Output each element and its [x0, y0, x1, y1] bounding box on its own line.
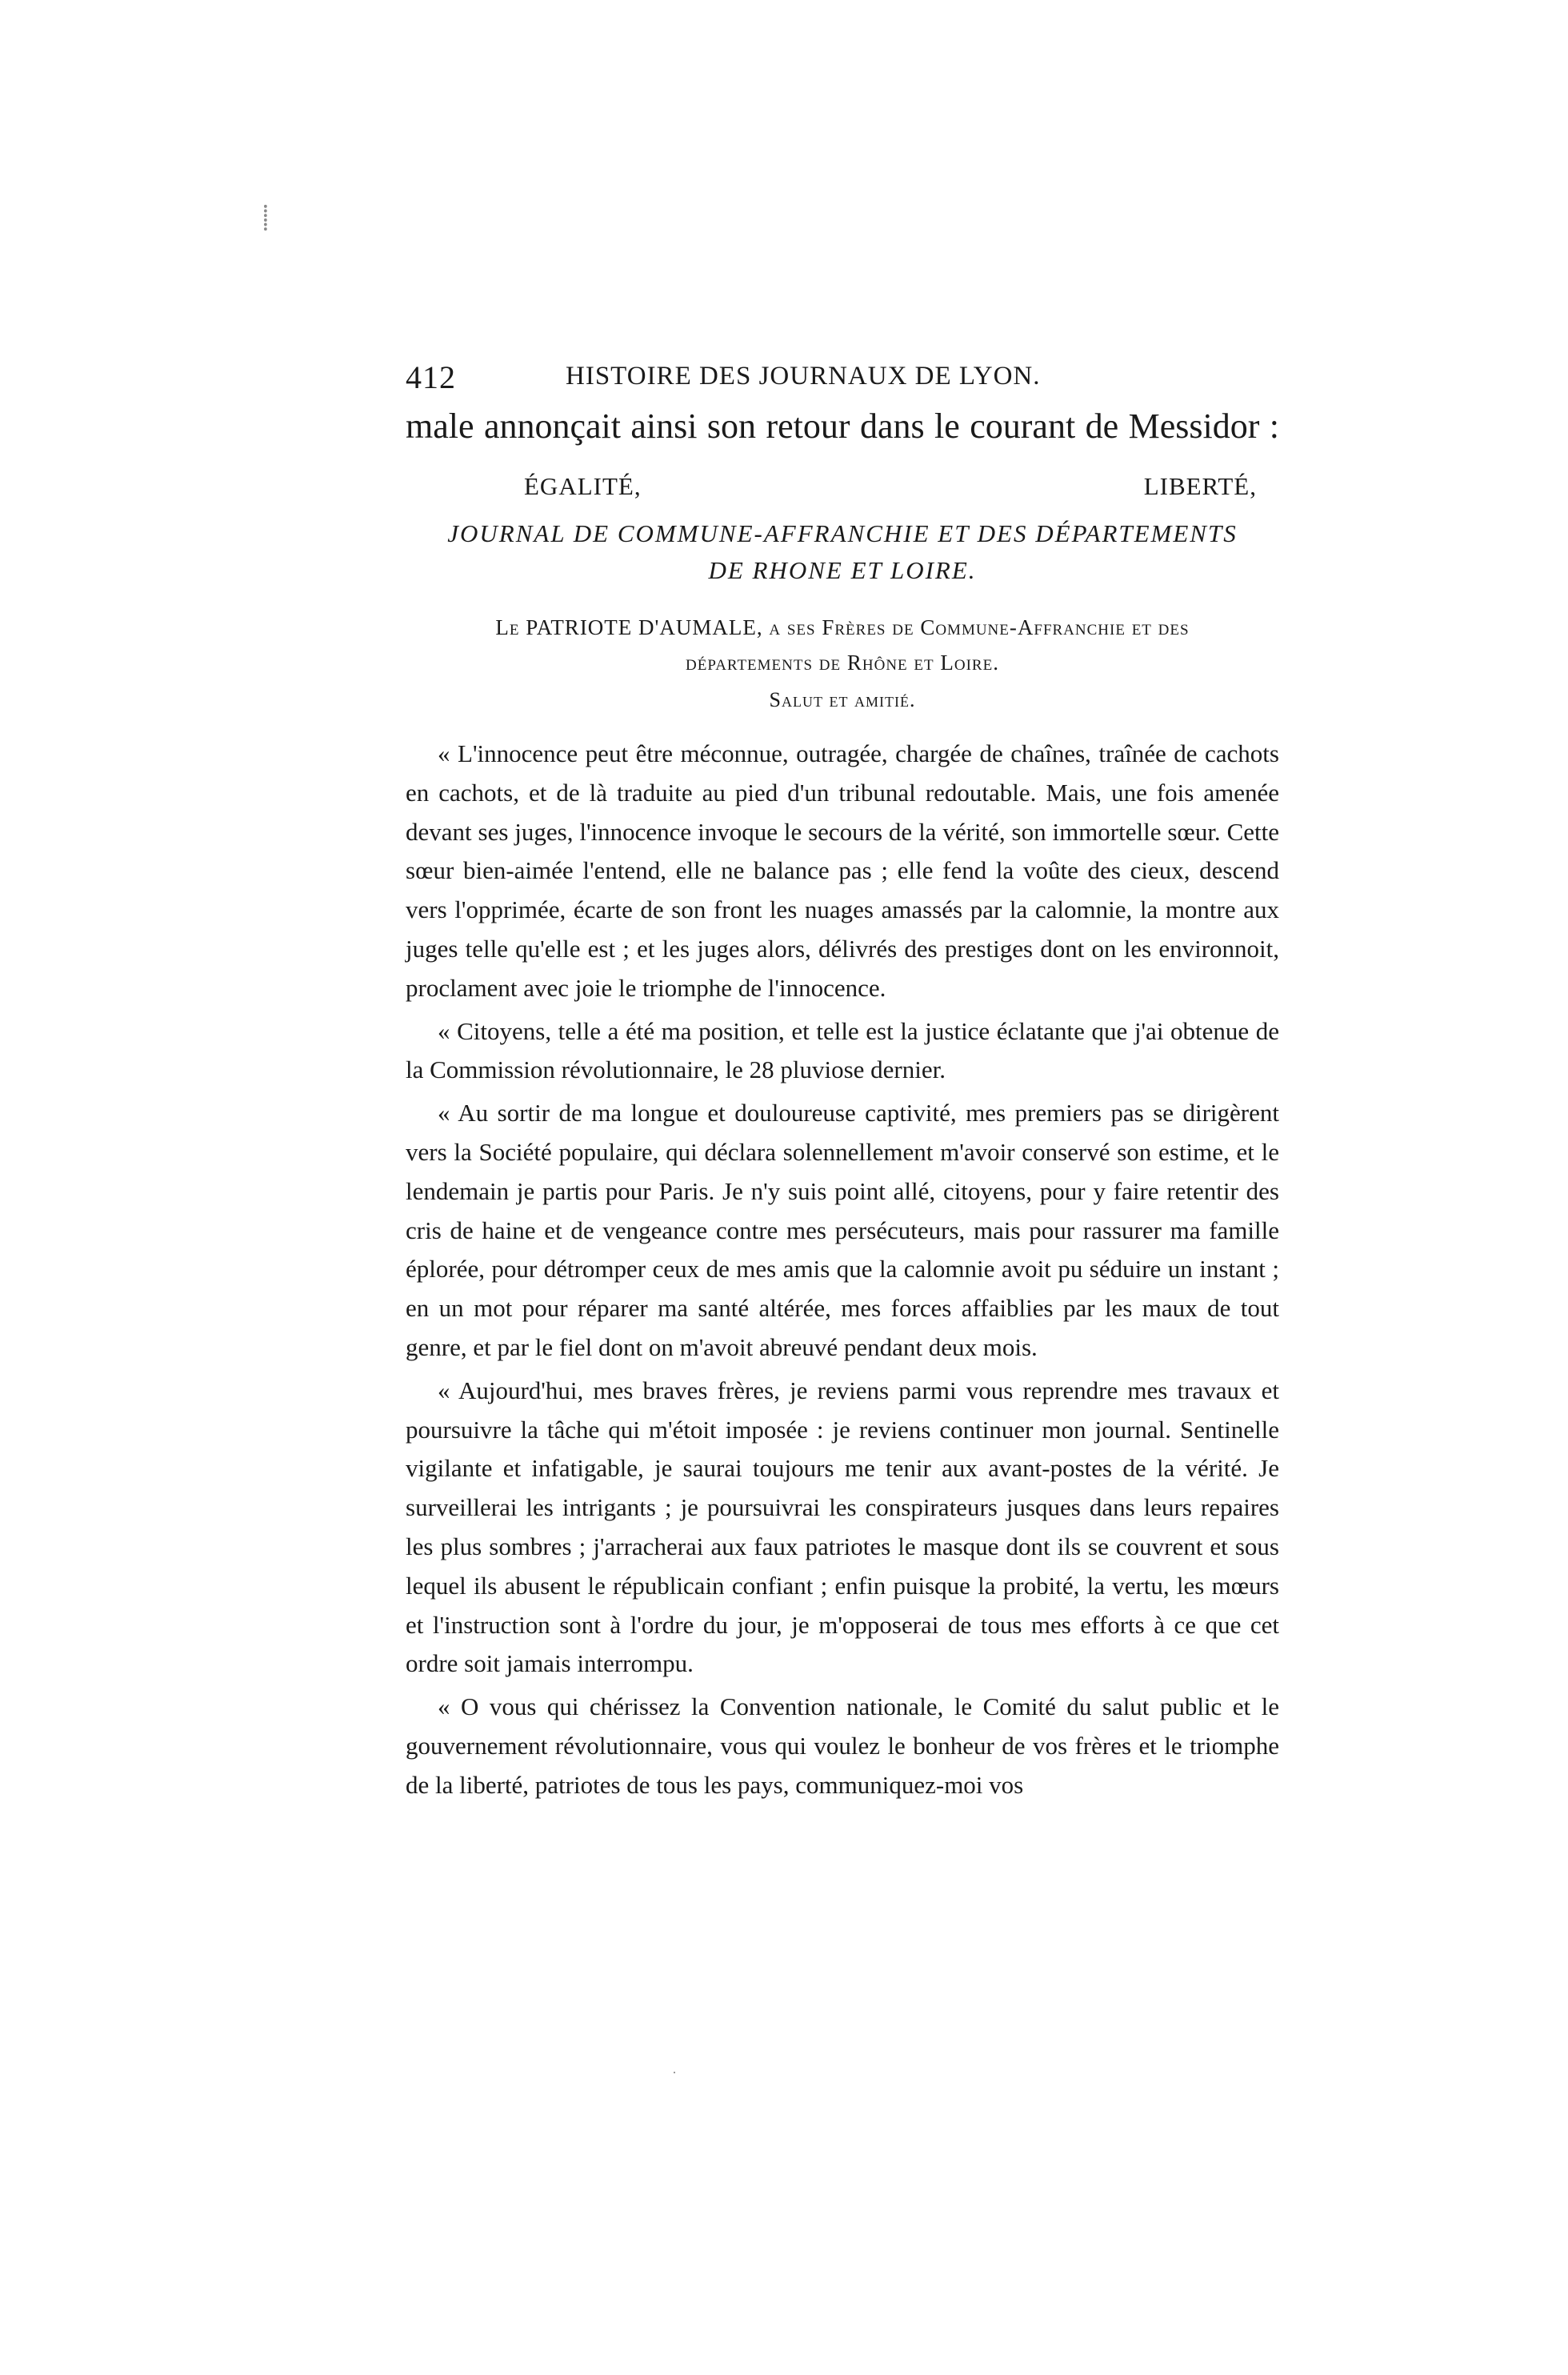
letter-body — [406, 735, 1279, 1805]
paragraph: « Au sortir de ma longue et douloureuse captivité, mes premiers pas se dirigèrent vers la Société populaire, qui déclara solennellement m'avoir conservé son estime, et le lendemain je partis pour Paris. Je n'y suis point allé, citoyens, pour y faire retentir des cris de haine et de vengeance contre mes persécuteurs, mais pour rassurer ma famille éplorée, pour détromper ceux de mes amis que la calomnie avoit pu séduire un instant ; en un mot pour réparer ma santé altérée, mes forces affaiblies par les maux de tout genre, et par le fiel dont on m'avoit abreuvé pendant deux mois. — [406, 1099, 1279, 1361]
paper-blemish: ⸽ — [262, 205, 269, 231]
salutation: Salut et amitié. — [769, 688, 916, 711]
address-line-2: départements de Rhône et Loire. — [686, 651, 999, 675]
page-number: 412 — [406, 359, 456, 395]
running-header — [406, 352, 1279, 400]
paragraph: « Aujourd'hui, mes braves frères, je reviens parmi vous reprendre mes travaux et poursuivre la tâche qui m'étoit imposée : je reviens continuer mon journal. Sentinelle vigilante et infatigable, je saurai toujours me tenir aux avant-postes de la vérité. Je surveillerai les intrigants ; je poursuivrai les conspirateurs jusques dans leurs repaires les plus sombres ; j'arracherai aux faux patriotes le masque dont ils se couvrent et sous lequel ils abusent le républicain confiant ; enfin puisque la probité, la vertu, les mœurs et l'instruction sont à l'ordre du jour, je m'opposerai de tous mes efforts à ce que cet ordre soit jamais interrompu. — [406, 1376, 1279, 1678]
masthead-line-2: DE RHONE ET LOIRE. — [708, 556, 977, 584]
address-heading — [406, 610, 1279, 680]
journal-motto — [406, 451, 1279, 507]
paragraph: « Citoyens, telle a été ma position, et telle est la justice éclatante que j'ai obtenue de la Commission révolutionnaire, le 28 pluviose dernier. — [406, 1016, 1279, 1084]
motto-liberte: LIBERTÉ, — [1143, 472, 1257, 500]
text-block — [406, 352, 1279, 1809]
paper-blemish: · — [672, 2065, 677, 2081]
intro-line: male annonçait ainsi son retour dans le courant de Messidor : — [406, 407, 1279, 446]
motto-egalite: ÉGALITÉ, — [524, 472, 642, 500]
address-line-1: Le PATRIOTE D'AUMALE, a ses Frères de Commune-Affranchie et des — [495, 615, 1190, 639]
running-title: HISTOIRE DES JOURNAUX DE LYON. — [566, 362, 1041, 390]
paragraph: « L'innocence peut être méconnue, outragée, chargée de chaînes, traînée de cachots en cachots, et de là traduite au pied d'un tribunal redoutable. Mais, une fois amenée devant ses juges, l'innocence invoque le secours de la vérité, son immortelle sœur. Cette sœur bien-aimée l'entend, elle ne balance pas ; elle fend la voûte des cieux, descend vers l'opprimée, écarte de son front les nuages amassés par la calomnie, la montre aux juges telle qu'elle est ; et les juges alors, délivrés des prestiges dont on les environnoit, proclament avec joie le triomphe de l'innocence. — [406, 739, 1279, 1002]
journal-masthead — [406, 515, 1279, 589]
masthead-line-1: JOURNAL DE COMMUNE-AFFRANCHIE ET DES DÉPARTEMENTS — [447, 519, 1238, 547]
paragraph: « O vous qui chérissez la Convention nationale, le Comité du salut public et le gouvernement révolutionnaire, vous qui voulez le bonheur de vos frères et le triomphe de la liberté, patriotes de tous les pays, communiquez-moi vos — [406, 1692, 1279, 1799]
